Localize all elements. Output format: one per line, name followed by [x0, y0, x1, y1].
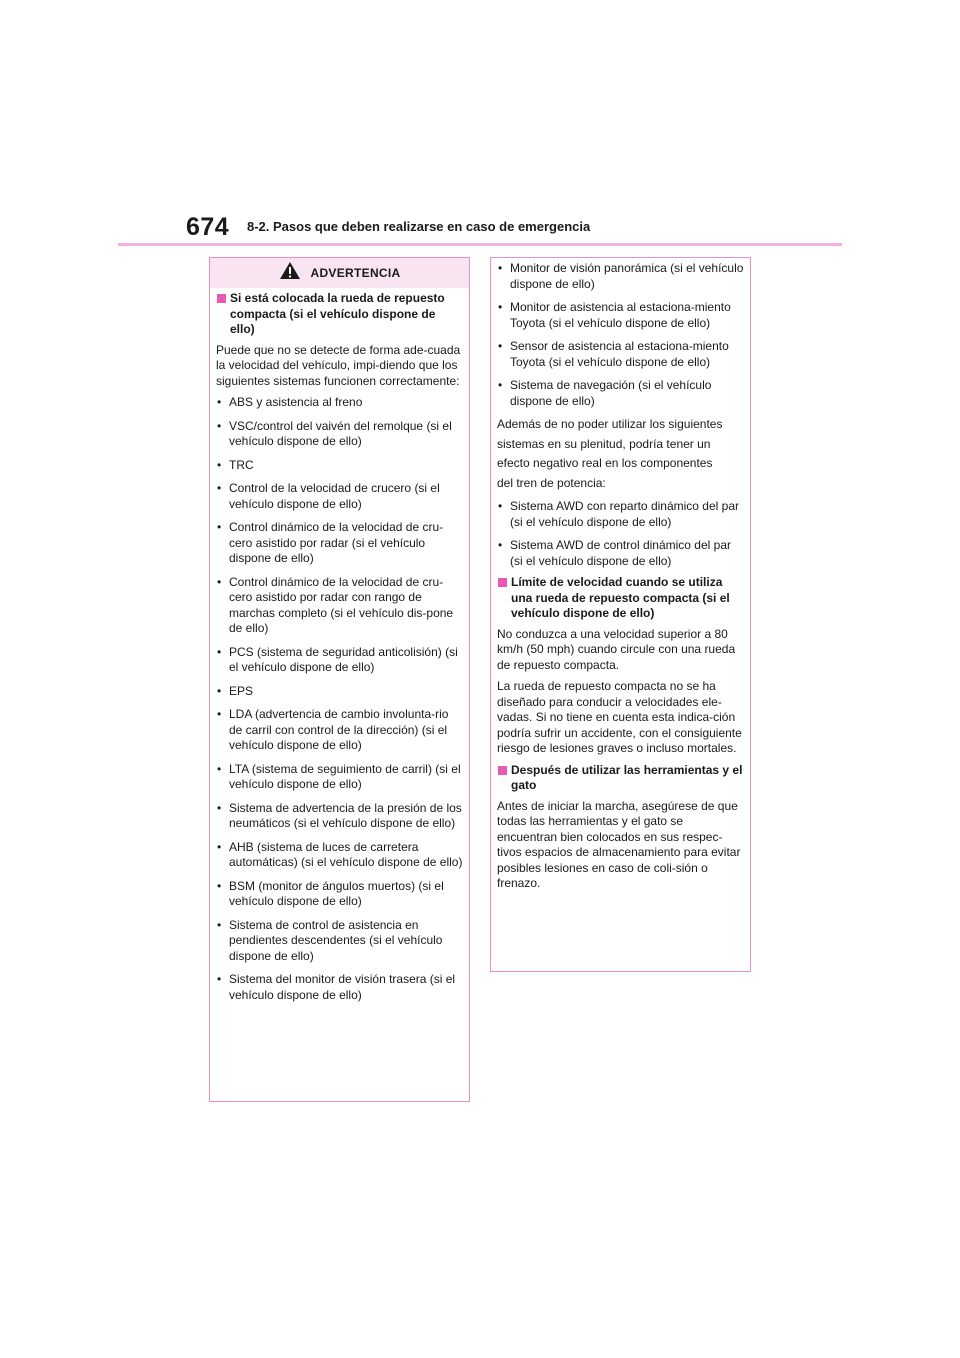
- heading-text: Después de utilizar las herramientas y el gato: [511, 762, 743, 792]
- list-item: • PCS (sistema de seguridad anticolisión) (si el vehículo dispone de ello): [216, 645, 463, 676]
- square-bullet-icon: [217, 294, 226, 303]
- section-heading-after-tools: [497, 763, 744, 794]
- page-number: 674: [186, 213, 230, 241]
- header-divider: [118, 243, 842, 246]
- affected-systems-list-continued: [497, 261, 744, 409]
- list-item: • Control de la velocidad de crucero (si el vehículo dispone de ello): [216, 481, 463, 512]
- warning-box-left: [209, 257, 470, 1102]
- speed-risk-paragraph: La rueda de repuesto compacta no se ha diseñado para conducir a velocidades ele-vadas. Si no tiene en cuenta esta indica-ción podría sufrir un accidente, con el consiguiente riesgo de lesiones graves o incluso mortales.: [497, 679, 742, 755]
- warning-header: [210, 258, 469, 288]
- text-line: sistemas en su plenitud, podría tener un: [497, 436, 711, 451]
- list-item: • Sistema de navegación (si el vehículo dispone de ello): [497, 378, 744, 409]
- list-item: • AHB (sistema de luces de carretera automáticas) (si el vehículo dispone de ello): [216, 840, 463, 871]
- list-item: • ABS y asistencia al freno: [216, 395, 463, 411]
- list-item: • Sensor de asistencia al estaciona-miento Toyota (si el vehículo dispone de ello): [497, 339, 744, 370]
- list-item: • LDA (advertencia de cambio involunta-rio de carril con control de la dirección) (si el vehículo dispone de ello): [216, 707, 463, 754]
- list-item: • VSC/control del vaivén del remolque (si el vehículo dispone de ello): [216, 419, 463, 450]
- list-item: • LTA (sistema de seguimiento de carril) (si el vehículo dispone de ello): [216, 762, 463, 793]
- heading-text: Si está colocada la rueda de repuesto compacta (si el vehículo dispone de ello): [230, 291, 445, 336]
- intro-paragraph: Puede que no se detecte de forma ade-cuada la velocidad del vehículo, impi-diendo que los siguientes sistemas funcionen correctamente:: [216, 342, 461, 388]
- warning-box-right: [490, 257, 751, 972]
- after-tools-paragraph: Antes de iniciar la marcha, asegúrese de que todas las herramientas y el gato se encuentran bien colocados en sus respec-tivos espacios de almacenamiento para evitar posibles lesiones en caso de coli-sión o frenazo.: [497, 798, 741, 890]
- list-item: • Sistema AWD de control dinámico del par (si el vehículo dispone de ello): [497, 538, 744, 569]
- awd-systems-list: [497, 499, 744, 569]
- list-item: • Sistema de advertencia de la presión de los neumáticos (si el vehículo dispone de ello): [216, 801, 463, 832]
- list-item: • BSM (monitor de ángulos muertos) (si el vehículo dispone de ello): [216, 879, 463, 910]
- warning-triangle-icon: [279, 261, 301, 285]
- list-item: • Monitor de visión panorámica (si el vehículo dispone de ello): [497, 261, 744, 292]
- warning-content-right: [491, 258, 750, 892]
- square-bullet-icon: [498, 766, 507, 775]
- warning-content-left: [210, 288, 469, 1003]
- section-title: 8-2. Pasos que deben realizarse en caso de emergencia: [247, 219, 591, 234]
- list-item: • Sistema de control de asistencia en pendientes descendentes (si el vehículo dispone de ello): [216, 918, 463, 965]
- text-line: del tren de potencia:: [497, 475, 606, 490]
- list-item: • TRC: [216, 458, 463, 474]
- powertrain-note: [497, 415, 744, 493]
- list-item: • Sistema AWD con reparto dinámico del par (si el vehículo dispone de ello): [497, 499, 744, 530]
- list-item: • Control dinámico de la velocidad de cru-cero asistido por radar (si el vehículo dispone de ello): [216, 520, 463, 567]
- speed-limit-paragraph: No conduzca a una velocidad superior a 80 km/h (50 mph) cuando circule con una rueda de repuesto compacta.: [497, 626, 736, 672]
- heading-text: Límite de velocidad cuando se utiliza una rueda de repuesto compacta (si el vehículo dispone de ello): [511, 575, 730, 620]
- list-item: • Control dinámico de la velocidad de cru-cero asistido por radar con rango de marchas completo (si el vehículo dis-pone de ello): [216, 575, 463, 637]
- section-heading-compact-spare: [216, 291, 463, 338]
- affected-systems-list: [216, 395, 463, 1003]
- list-item: • Sistema del monitor de visión trasera (si el vehículo dispone de ello): [216, 972, 463, 1003]
- text-line: efecto negativo real en los componentes: [497, 456, 713, 470]
- square-bullet-icon: [498, 578, 507, 587]
- text-line: Además de no poder utilizar los siguientes: [497, 417, 723, 431]
- list-item: • Monitor de asistencia al estaciona-miento Toyota (si el vehículo dispone de ello): [497, 300, 744, 331]
- section-heading-speed-limit: [497, 575, 744, 622]
- list-item: • EPS: [216, 684, 463, 700]
- warning-title: ADVERTENCIA: [310, 266, 401, 280]
